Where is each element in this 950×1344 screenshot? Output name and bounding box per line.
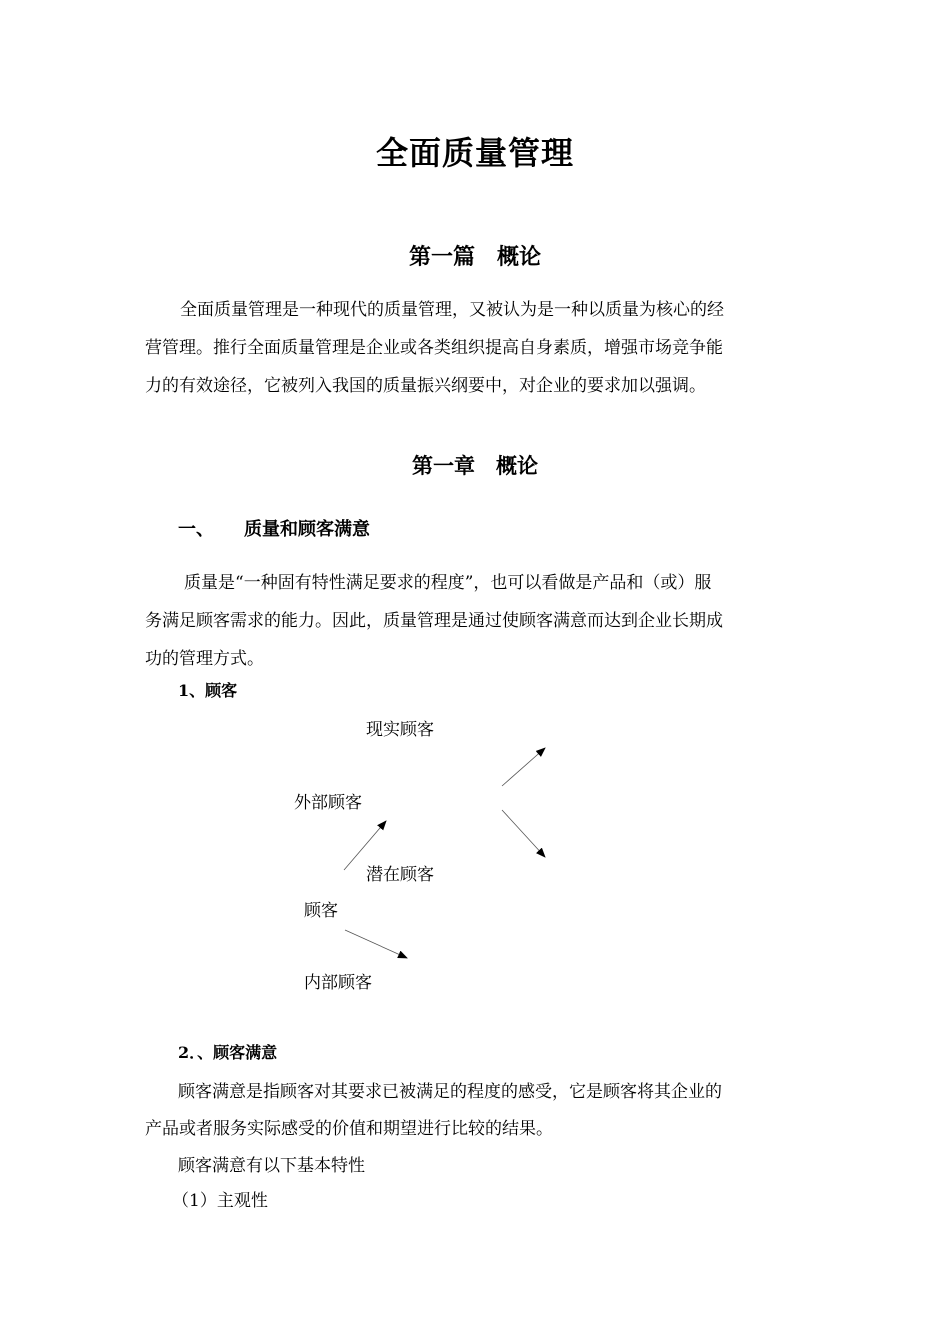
subheading-customer: 1、顾客 (178, 681, 238, 700)
diagram-label-internal-customer: 内部顾客 (304, 973, 372, 993)
traits-intro: 顾客满意有以下基本特性 (178, 1156, 365, 1176)
diagram-label-customer: 顾客 (304, 901, 338, 921)
diagram-label-external-customer: 外部顾客 (294, 793, 362, 813)
part-intro-line-3: 力的有效途径，它被列入我国的质量振兴纲要中，对企业的要求加以强调。 (145, 376, 706, 396)
arrow-customer-to-external (344, 821, 386, 870)
section-para-line-3: 功的管理方式。 (145, 649, 264, 669)
part-intro-line-1: 全面质量管理是一种现代的质量管理，又被认为是一种以质量为核心的经 (180, 300, 724, 320)
chapter-title: 第一章 概论 (412, 453, 538, 478)
document-title: 全面质量管理 (375, 134, 574, 172)
satisfaction-line-2: 产品或者服务实际感受的价值和期望进行比较的结果。 (145, 1119, 553, 1139)
part-intro-line-2: 营管理。推行全面质量管理是企业或各类组织提高自身素质，增强市场竞争能 (145, 338, 723, 358)
trait-1: （1）主观性 (172, 1191, 268, 1211)
arrow-external-to-real (502, 748, 545, 786)
arrow-customer-to-internal (345, 930, 407, 958)
diagram-label-potential-customer: 潜在顾客 (366, 865, 434, 885)
subheading-satisfaction: 2．、顾客满意 (178, 1043, 278, 1062)
diagram-label-real-customer: 现实顾客 (366, 720, 434, 740)
section-title: 质量和顾客满意 (244, 519, 370, 540)
section-para-line-1: 质量是“一种固有特性满足要求的程度”，也可以看做是产品和（或）服 (184, 573, 712, 593)
part-title: 第一篇 概论 (408, 244, 541, 270)
arrow-external-to-potential (502, 810, 545, 857)
satisfaction-line-1: 顾客满意是指顾客对其要求已被满足的程度的感受，它是顾客将其企业的 (178, 1082, 722, 1102)
section-number: 一、 (178, 519, 214, 540)
section-para-line-2: 务满足顾客需求的能力。因此，质量管理是通过使顾客满意而达到企业长期成 (145, 611, 723, 631)
